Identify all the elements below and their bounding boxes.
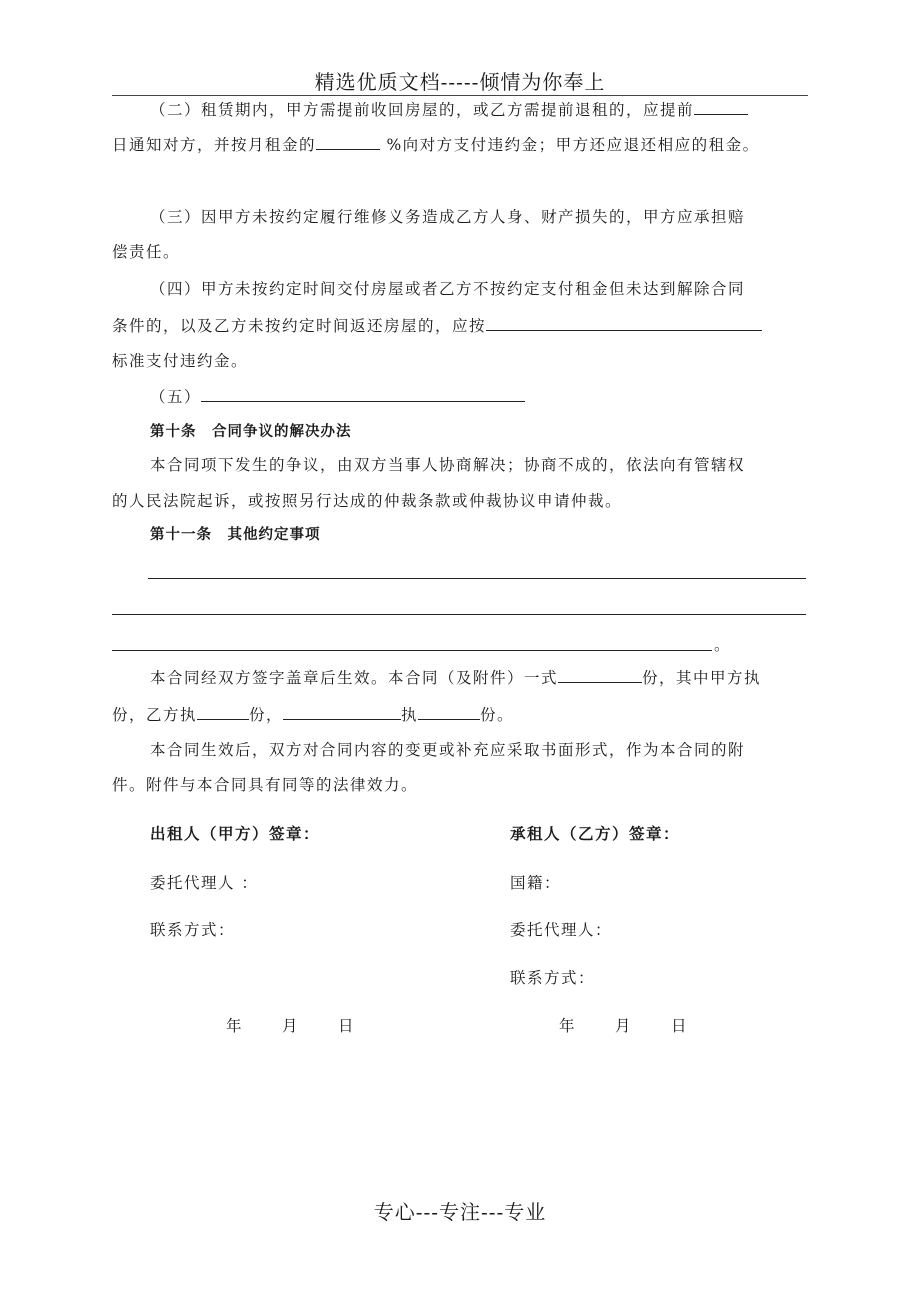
clause-2-text-2b: %向对方支付违约金；甲方还应退还相应的租金。	[386, 136, 760, 154]
header-divider	[112, 95, 808, 96]
effect-line-4: 件。附件与本合同具有同等的法律效力。	[112, 776, 419, 794]
other-terms-end-mark: 。	[714, 636, 732, 654]
other-party-copies-blank[interactable]	[418, 703, 480, 720]
lessor-date-year: 年	[226, 1017, 244, 1035]
effect-text-1b: 份，其中甲方执	[642, 669, 762, 687]
page-footer: 专心---专注---专业	[373, 1200, 547, 1224]
article-10-title: 第十条 合同争议的解决办法	[150, 423, 352, 440]
other-terms-line-1[interactable]	[148, 578, 806, 579]
clause-3-line-1: （三）因甲方未按约定履行维修义务造成乙方人身、财产损失的，甲方应承担赔	[150, 208, 746, 226]
effect-text-2b: 份，	[249, 706, 284, 724]
other-terms-line-2[interactable]	[112, 614, 806, 615]
clause-5-line	[150, 385, 525, 408]
effect-text-2d: 份。	[480, 706, 515, 724]
clause-5-blank[interactable]	[201, 385, 525, 402]
penalty-standard-blank[interactable]	[486, 314, 762, 331]
article-11-title: 第十一条 其他约定事项	[150, 526, 321, 543]
effect-text-1a: 本合同经双方签字盖章后生效。本合同（及附件）一式	[150, 669, 559, 687]
effect-line-3: 本合同生效后，双方对合同内容的变更或补充应采取书面形式，作为本合同的附	[150, 741, 746, 759]
clause-4-line-3: 标准支付违约金。	[112, 352, 249, 370]
effect-text-2a: 份，乙方执	[112, 706, 198, 724]
clause-5-label: （五）	[150, 388, 202, 406]
lessee-nationality-label: 国籍：	[510, 874, 562, 892]
page-header: 精选优质文档-----倾情为你奉上	[314, 70, 606, 94]
lessor-date-month: 月	[282, 1017, 300, 1035]
clause-4-line-1: （四）甲方未按约定时间交付房屋或者乙方不按约定支付租金但未达到解除合同	[150, 280, 746, 298]
clause-2-line-2	[112, 133, 760, 156]
copies-total-blank[interactable]	[558, 666, 642, 683]
lessee-contact-label: 联系方式：	[510, 969, 596, 987]
clause-2-text-1: （二）租赁期内，甲方需提前收回房屋的，或乙方需提前退租的，应提前	[150, 101, 695, 119]
penalty-percent-blank[interactable]	[316, 133, 380, 150]
clause-4-text-2: 条件的，以及乙方未按约定时间返还房屋的，应按	[112, 317, 487, 335]
other-party-blank[interactable]	[283, 703, 401, 720]
lessee-copies-blank[interactable]	[197, 703, 249, 720]
effect-text-2c: 执	[401, 706, 419, 724]
lessee-agent-label: 委托代理人：	[510, 921, 613, 939]
article-10-line-2: 的人民法院起诉，或按照另行达成的仲裁条款或仲裁协议申请仲裁。	[112, 492, 623, 510]
clause-3-line-2: 偿责任。	[112, 243, 181, 261]
clause-4-line-2	[112, 314, 762, 337]
lessor-signature-title: 出租人（甲方）签章：	[150, 824, 321, 843]
other-terms-line-3[interactable]	[112, 650, 712, 651]
lessee-date-month: 月	[615, 1017, 633, 1035]
lessor-date-day: 日	[338, 1017, 356, 1035]
article-10-line-1: 本合同项下发生的争议，由双方当事人协商解决；协商不成的，依法向有管辖权	[150, 456, 746, 474]
clause-2-text-2a: 日通知对方，并按月租金的	[112, 136, 317, 154]
clause-2-line-1	[150, 98, 748, 121]
lessee-date-year: 年	[559, 1017, 577, 1035]
effect-line-2	[112, 703, 514, 726]
lessor-agent-label: 委托代理人 ：	[150, 874, 259, 892]
lessee-date-day: 日	[671, 1017, 689, 1035]
lessee-signature-title: 承租人（乙方）签章：	[510, 824, 681, 843]
advance-days-blank[interactable]	[694, 98, 748, 115]
lessor-contact-label: 联系方式：	[150, 921, 236, 939]
effect-line-1	[150, 666, 761, 689]
